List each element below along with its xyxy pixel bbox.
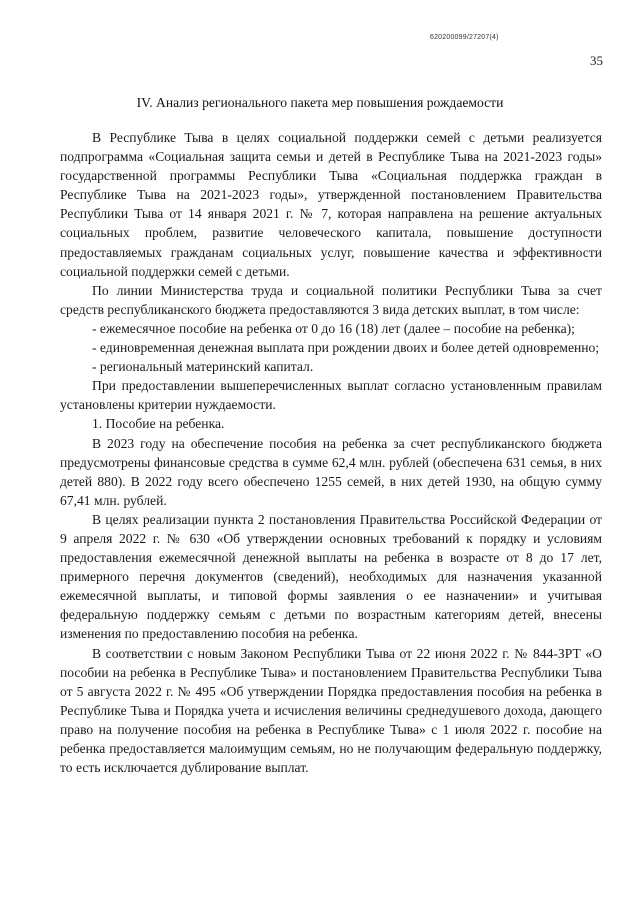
paragraph-criteria: При предоставлении вышеперечисленных выплат согласно установленным правилам установлены критерии нуждаемости. bbox=[60, 378, 602, 413]
body-text bbox=[60, 128, 602, 777]
page-number: 35 bbox=[590, 53, 603, 68]
list-item: - единовременная денежная выплата при рождении двоих и более детей одновременно; bbox=[92, 340, 600, 356]
paragraph-funding: В 2023 году на обеспечение пособия на ребенка за счет республиканского бюджета предусмотрены финансовые средства в сумме 62,4 млн. рублей (обеспечена 631 семья, в них детей 880). В 2022 году всего обеспечено 1255 семей, в них детей 1930, на общую сумму 67,41 млн. рублей. bbox=[60, 435, 602, 508]
paragraph-payments: По линии Министерства труда и социальной политики Республики Тыва за счет средств республиканского бюджета предоставляются 3 вида детских выплат, в том числе: bbox=[60, 282, 602, 317]
paragraph-new-law: В соответствии с новым Законом Республики Тыва от 22 июня 2022 г. № 844-ЗРТ «О пособии на ребенка в Республике Тыва» и постановлением Правительства Республики Тыва от 5 августа 2022 г. № 495 «Об утверждении Порядка предоставления пособия на ребенка в Республике Тыва и Порядка учета и исчисления величины среднедушевого дохода, дающего право на получение пособия на ребенка в Республике Тыва» с 1 июля 2022 г. пособие на ребенка предоставляется малоимущим семьям, но не получающим федеральную поддержку, то есть исключается дублирование выплат. bbox=[60, 645, 602, 776]
paragraph-federal-decree: В целях реализации пункта 2 постановления Правительства Российской Федерации от 9 апреля 2022 г. № 630 «Об утверждении основных требований к порядку и условиям предоставления ежемесячной денежной выплаты на ребенка в возрасте от 8 до 17 лет, примерного перечня документов (сведений), необходимых для назначения указанной ежемесячной выплаты, и типовой формы заявления о ее назначении» и учитывая федеральную поддержку семьям с детьми по возрастным категориям детей, внесены изменения по предоставлению пособия на ребенка. bbox=[60, 511, 602, 642]
list-item: - региональный материнский капитал. bbox=[92, 359, 314, 375]
document-id: 620200099/27207(4) bbox=[430, 34, 499, 41]
section-heading: IV. Анализ регионального пакета мер повышения рождаемости bbox=[136, 95, 504, 110]
list-item: - ежемесячное пособие на ребенка от 0 до 16 (18) лет (далее – пособие на ребенка); bbox=[92, 320, 575, 336]
paragraph-intro: В Республике Тыва в целях социальной поддержки семей с детьми реализуется подпрограмма «Социальная защита семьи и детей в Республике Тыва на 2021-2023 годы» государственной программы Республики Тыва «Социальная поддержка граждан в Республике Тыва на 2021-2023 годы», утвержденной постановлением Правительства Республики Тыва от 14 января 2021 г. № 7, которая направлена на решение актуальных социальных проблем, развитие человеческого капитала, повышение доступности предоставляемых гражданам социальных услуг, повышение качества и эффективности социальной поддержки семей с детьми. bbox=[60, 130, 602, 279]
subsection-title: 1. Пособие на ребенка. bbox=[92, 416, 225, 432]
